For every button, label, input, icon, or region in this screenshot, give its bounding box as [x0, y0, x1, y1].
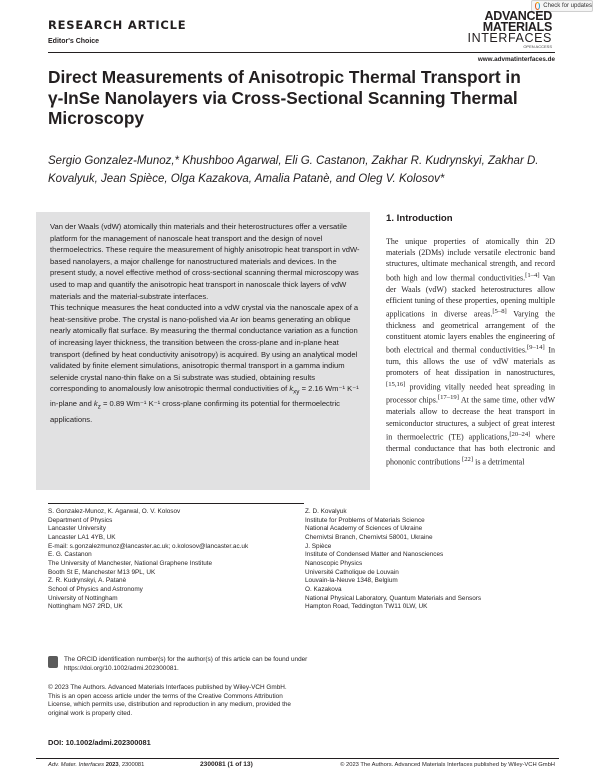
journal-url[interactable]: www.advmatinterfaces.de	[477, 56, 555, 63]
footer-rights: © 2023 The Authors. Advanced Materials Interfaces published by Wiley-VCH GmbH	[340, 762, 555, 768]
section-label: RESEARCH ARTICLE	[48, 18, 187, 32]
affiliations-right	[305, 508, 555, 612]
affiliation-email[interactable]: E-mail: s.gonzalezmunoz@lancaster.ac.uk; o.kolosov@lancaster.ac.uk	[48, 542, 249, 550]
abstract-paragraph-1: Van der Waals (vdW) atomically thin materials and their heterostructures offer a versatile platform for the management of nanoscale heat transport and the design of novel thermoelectrics. These require the measurement of highly anisotropic heat transport in vdW-based nanolayers, a major challenge for nanostructured materials and devices. In the present study, a novel effective method of cross-sectional scanning thermal microscopy was used to map and quantify the anisotropic heat transport in nanoscale thick layers of vdW materials and the material-substrate interfaces.	[50, 222, 360, 301]
logo-line-2: MATERIALS	[482, 20, 552, 34]
ref-link[interactable]: [9–14]	[526, 344, 545, 352]
affiliation-line: Institute of Condensed Matter and Nanosciences	[305, 551, 444, 559]
affiliation-authors: Z. R. Kudrynskyi, A. Patanè	[48, 577, 127, 585]
affiliation-line: Booth St E, Manchester M13 9PL, UK	[48, 568, 156, 576]
ref-link[interactable]: [15,16]	[386, 380, 406, 388]
updates-label: Check for updates	[543, 3, 592, 9]
affiliation-divider	[48, 503, 304, 504]
header-left	[48, 18, 186, 45]
affiliation-block	[48, 577, 310, 612]
affiliation-authors: Z. D. Kovalyuk	[305, 508, 347, 515]
affiliation-line: National Academy of Sciences of Ukraine	[305, 525, 423, 533]
affiliation-line: Nottingham NG7 2RD, UK	[48, 603, 123, 611]
affiliation-line: Louvain-la-Neuve 1348, Belgium	[305, 577, 398, 585]
affiliation-line: Lancaster LA1 4YB, UK	[48, 533, 116, 541]
affiliation-line: Hampton Road, Teddington TW11 0LW, UK	[305, 603, 428, 611]
affiliation-line: Université Catholique de Louvain	[305, 568, 399, 576]
footer-citation	[48, 762, 144, 768]
journal-logo	[468, 11, 553, 49]
affiliation-line: School of Physics and Astronomy	[48, 585, 143, 593]
kxy-symbol: k	[289, 384, 294, 394]
copyright-notice: © 2023 The Authors. Advanced Materials Interfaces published by Wiley-VCH GmbH. This is an open access article under the terms of the Creative Commons Attribution License, which permits use, distribution and reproduction in any medium, provided the original work is properly cited.	[48, 684, 291, 717]
orcid-text[interactable]: The ORCID identification number(s) for the author(s) of this article can be found under https://doi.org/10.1002/admi.202300081.	[64, 656, 308, 672]
orcid-icon	[48, 656, 58, 668]
introduction-text: The unique properties of atomically thin 2D materials (2DMs) include versatile electronic band structures, ultimate mechanical strength, and record both high and low thermal conductivities.[1–4] Van der Waals (vdW) stacked heterostructures allow efficient tuning of these properties, opening multiple applications in diverse areas.[5–8] Varying the thickness and geometrical arrangement of the constituent atomic layers enables the engineering of both electrical and thermal conductivities.[9–14] In turn, this allows the use of vdW materials as promoters of heat dissipation in nanostructures,[15,16] providing vitally needed heat spreading in processor chips.[17–19] At the same time, other vdW materials allow to decrease the heat transport in semiconductor structures, a subject of great interest in thermoelectric (TE) applications,[20–24] where thermal conductance that has both electronic and phononic contributions [22] is a detrimental	[386, 237, 556, 467]
affiliation-line: National Physical Laboratory, Quantum Materials and Sensors	[305, 594, 482, 602]
category-label: Editor's Choice	[48, 38, 100, 45]
ref-link[interactable]: [5–8]	[492, 307, 507, 315]
ref-link[interactable]: [20–24]	[509, 430, 531, 438]
affiliation-authors: S. Gonzalez-Munoz, K. Agarwal, O. V. Kolosov	[48, 508, 181, 515]
affiliation-line: Department of Physics	[48, 516, 113, 524]
kxy-subscript: xy	[293, 388, 300, 396]
affiliation-block	[48, 551, 310, 577]
doi-link[interactable]: DOI: 10.1002/admi.202300081	[48, 738, 151, 747]
introduction-heading: 1. Introduction	[386, 213, 453, 224]
footer-page-number: 2300081 (1 of 13)	[200, 761, 253, 768]
ref-link[interactable]: [1–4]	[525, 271, 540, 279]
affiliation-line: Institute for Problems of Materials Science	[305, 516, 425, 524]
article-title: Direct Measurements of Anisotropic Thermal Transport in γ-InSe Nanolayers via Cross-Sectional Scanning Thermal Microscopy	[48, 67, 521, 128]
ref-link[interactable]: [17–19]	[437, 394, 459, 402]
orcid-note	[48, 656, 308, 673]
affiliation-authors: E. G. Castanon	[48, 551, 92, 559]
affiliation-line: The University of Manchester, National Graphene Institute	[48, 559, 213, 567]
abstract-paragraph-2: This technique measures the heat conducted into a vdW crystal via the nanoscale apex of a heat-sensitive probe. The crystal is nano-polished via Ar ion beams generating an oblique nearly atomically flat surface. By measuring the thermal conductance variation as a function of increasing layer thickness, the transition between the cross-plane and in-plane heat transport (defined by heat conductivity anisotropy) is acquired. By using an analytical model validated by finite element simulations, anisotropic thermal transport in a gamma indium selenide crystal nano-thin flake on a Si substrate was studied, obtaining results corresponding to anomalously low anisotropic thermal conductivities of $k_{xy} = 2.16$ Wm⁻¹ K⁻¹ in-plane and $k_z = 0.89$ Wm⁻¹ K⁻¹ cross-plane confirming its potential for thermoelectric applications.	[50, 303, 359, 424]
footer-divider	[36, 758, 559, 759]
logo-line-1: ADVANCED	[484, 9, 552, 23]
kz-symbol: k	[93, 399, 98, 409]
affiliation-block	[305, 543, 555, 586]
affiliations-left	[48, 508, 310, 612]
affiliation-block	[48, 508, 310, 551]
logo-open-access: OPEN ACCESS	[523, 44, 552, 49]
citation-number: , 2300081	[118, 762, 145, 768]
affiliation-authors: O. Kazakova	[305, 585, 342, 593]
affiliation-line: Nanoscopic Physics	[305, 559, 363, 567]
abstract-box	[36, 212, 370, 490]
author-list: Sergio Gonzalez-Munoz,* Khushboo Agarwal, Eli G. Castanon, Zakhar R. Kudrynskyi, Zakhar D. Kovalyuk, Jean Spièce, Olga Kazakova, Amalia Patanè, and Oleg V. Kolosov*	[48, 155, 539, 185]
affiliation-line: Lancaster University	[48, 525, 106, 533]
citation-year: 2023	[105, 762, 119, 768]
header-divider	[48, 52, 555, 53]
citation-journal: Adv. Mater. Interfaces	[48, 762, 105, 768]
kz-subscript: z	[97, 403, 101, 411]
affiliation-line: Chernivtsi Branch, Chernivtsi 58001, Ukraine	[305, 533, 433, 541]
affiliation-line: University of Nottingham	[48, 594, 118, 602]
ref-link[interactable]: [22]	[462, 455, 474, 463]
affiliation-block	[305, 508, 555, 543]
logo-line-3: INTERFACES	[467, 31, 552, 45]
affiliation-block	[305, 586, 555, 612]
affiliation-authors: J. Spièce	[305, 542, 332, 550]
